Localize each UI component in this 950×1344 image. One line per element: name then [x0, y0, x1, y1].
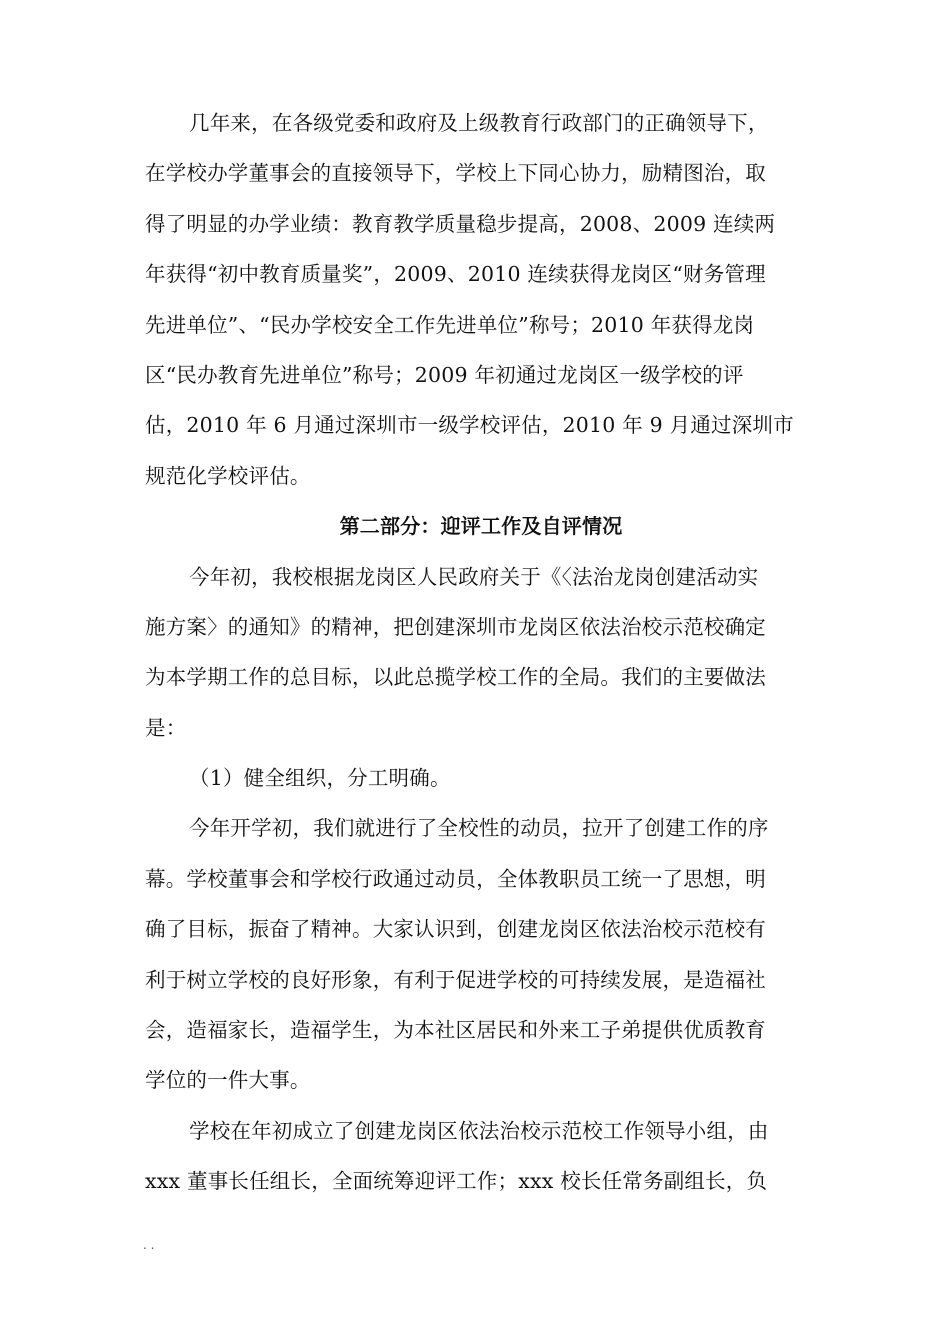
paragraph-intro [145, 552, 817, 754]
document-body [145, 98, 817, 1207]
text-line: 为本学期工作的总目标，以此总揽学校工作的全局。我们的主要做法 [145, 665, 766, 690]
text-line: 估，2010 年 6 月通过深圳市一级学校评估，2010 年 9 月通过深圳市 [145, 413, 794, 438]
text-line: 学位的一件大事。 [145, 1068, 311, 1093]
text-line: 学校在年初成立了创建龙岗区依法治校示范校工作领导小组，由 [189, 1118, 769, 1143]
text-line: 规范化学校评估。 [145, 463, 311, 488]
text-line: 得了明显的办学业绩：教育教学质量稳步提高，2008、2009 连续两 [145, 211, 776, 236]
text-line: 先进单位”、“民办学校安全工作先进单位”称号；2010 年获得龙岗 [145, 312, 755, 337]
text-line: 幕。学校董事会和学校行政通过动员，全体教职员工统一了思想，明 [145, 866, 766, 891]
paragraph-achievements [145, 98, 817, 501]
text-line: 几年来，在各级党委和政府及上级教育行政部门的正确领导下， [189, 111, 769, 135]
text-line: 利于树立学校的良好形象，有利于促进学校的可持续发展，是造福社 [145, 967, 766, 992]
text-line: 年获得“初中教育质量奖”，2009、2010 连续获得龙岗区“财务管理 [145, 262, 766, 287]
text-line: 是： [145, 715, 187, 740]
footer-mark: . . [143, 1238, 155, 1252]
section-heading: 第二部分：迎评工作及自评情况 [339, 514, 623, 539]
text-line: 会，造福家长，造福学生，为本社区居民和外来工子弟提供优质教育 [145, 1018, 766, 1043]
paragraph-mobilization [145, 803, 817, 1105]
text-line: 施方案〉的通知》的精神，把创建深圳市龙岗区依法治校示范校确定 [145, 614, 766, 639]
text-line: xxx 董事长任组长，全面统筹迎评工作；xxx 校长任常务副组长，负 [145, 1169, 768, 1194]
list-item-heading: （1）健全组织，分工明确。 [189, 766, 451, 791]
paragraph-leadership [145, 1106, 817, 1207]
text-line: 区“民办教育先进单位”称号；2009 年初通过龙岗区一级学校的评 [145, 362, 744, 387]
text-line: 今年初，我校根据龙岗区人民政府关于《〈法治龙岗创建活动实 [189, 564, 759, 589]
text-line: 确了目标，振奋了精神。大家认识到，创建龙岗区依法治校示范校有 [145, 917, 766, 942]
text-line: 在学校办学董事会的直接领导下，学校上下同心协力，励精图治，取 [145, 161, 766, 186]
text-line: 今年开学初，我们就进行了全校性的动员，拉开了创建工作的序 [189, 816, 769, 841]
